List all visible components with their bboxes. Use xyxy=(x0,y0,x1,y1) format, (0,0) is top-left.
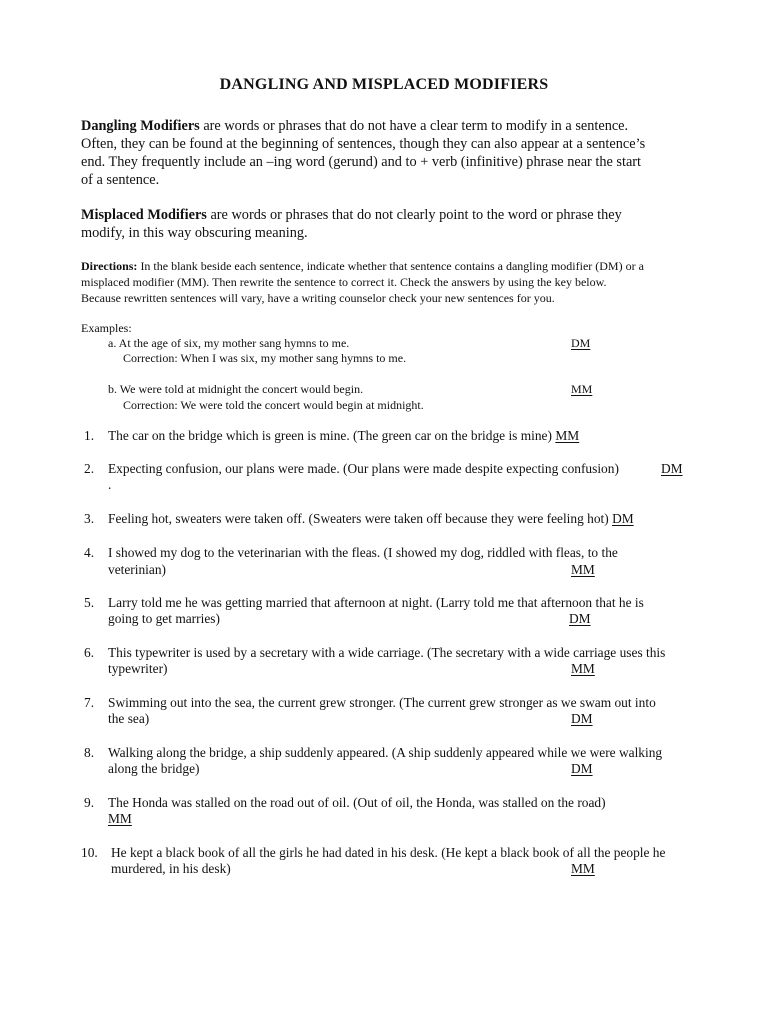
item-text-cont: going to get marries) xyxy=(108,611,220,626)
item-sentence xyxy=(108,511,634,527)
item-number: 9. xyxy=(84,795,95,810)
dangling-definition xyxy=(81,117,645,189)
item-number: 4. xyxy=(84,545,95,560)
example-b-text: b. We were told at midnight the concert would begin. xyxy=(108,382,364,396)
item-number: 5. xyxy=(84,595,95,610)
item-answer: DM xyxy=(612,511,634,526)
item-sentence xyxy=(108,428,579,444)
item-text-cont: . xyxy=(108,477,112,492)
misplaced-term: Misplaced Modifiers xyxy=(81,207,207,223)
item-answer: DM xyxy=(661,461,683,476)
example-b-correction: Correction: We were told the concert would begin at midnight. xyxy=(123,398,424,412)
misplaced-text: are words or phrases that do not clearly point to the word or phrase they modify, in this way obscuring meaning. xyxy=(81,207,622,241)
item-text: Feeling hot, sweaters were taken off. (Sweaters were taken off because they were feeling hot) xyxy=(108,511,613,526)
directions-text: In the blank beside each sentence, indicate whether that sentence contains a dangling modifier (DM) or a misplaced modifier (MM). Then rewrite the sentence to correct it. Check the answers by using the key below. Because rewritten sentences will vary, have a writing counselor check your new sentences for you. xyxy=(81,259,644,305)
item-text: Larry told me he was getting married that afternoon at night. (Larry told me that afternoon that he is xyxy=(108,595,644,610)
dangling-term: Dangling Modifiers xyxy=(81,118,200,134)
item-number: 6. xyxy=(84,645,95,660)
item-number: 2. xyxy=(84,461,95,476)
dangling-text: are words or phrases that do not have a clear term to modify in a sentence. Often, they can be found at the beginning of sentences, though they can also appear at a sentence’s end. They frequently include an –ing word (gerund) and to + verb (infinitive) phrase near the start of a sentence. xyxy=(81,118,646,188)
item-answer: MM xyxy=(108,811,132,826)
example-a-text: a. At the age of six, my mother sang hymns to me. xyxy=(108,336,350,350)
page-title: DANGLING AND MISPLACED MODIFIERS xyxy=(219,76,549,93)
item-text-cont: murdered, in his desk) xyxy=(111,861,231,876)
item-answer: MM xyxy=(571,562,595,577)
item-answer: DM xyxy=(571,711,593,726)
item-number: 8. xyxy=(84,745,95,760)
item-answer: MM xyxy=(571,661,595,676)
item-number: 10. xyxy=(81,845,98,860)
item-text: He kept a black book of all the girls he had dated in his desk. (He kept a black book of all the people he xyxy=(111,845,666,860)
item-text-cont: typewriter) xyxy=(108,661,168,676)
example-a-correction: Correction: When I was six, my mother sang hymns to me. xyxy=(123,351,407,365)
examples-label: Examples: xyxy=(81,321,132,335)
item-text-cont: veterinian) xyxy=(108,562,166,577)
directions-label: Directions: xyxy=(81,259,138,273)
directions xyxy=(81,258,644,306)
item-number: 1. xyxy=(84,428,95,443)
item-answer: DM xyxy=(569,611,591,626)
example-b-answer: MM xyxy=(571,382,593,396)
item-text: The car on the bridge which is green is mine. (The green car on the bridge is mine) xyxy=(108,428,556,443)
item-text: This typewriter is used by a secretary with a wide carriage. (The secretary with a wide carriage uses this xyxy=(108,645,666,660)
item-text: Walking along the bridge, a ship suddenly appeared. (A ship suddenly appeared while we were walking xyxy=(108,745,663,760)
item-text: Expecting confusion, our plans were made. (Our plans were made despite expecting confusion) xyxy=(108,461,619,476)
misplaced-definition xyxy=(81,206,622,242)
item-answer: MM xyxy=(555,428,580,443)
item-number: 3. xyxy=(84,511,95,526)
example-a-answer: DM xyxy=(571,336,591,350)
item-text-cont: along the bridge) xyxy=(108,761,200,776)
item-answer: DM xyxy=(571,761,593,776)
item-text: The Honda was stalled on the road out of oil. (Out of oil, the Honda, was stalled on the road) xyxy=(108,795,606,810)
item-text: I showed my dog to the veterinarian with the fleas. (I showed my dog, riddled with fleas, to the xyxy=(108,545,618,560)
item-text-cont: the sea) xyxy=(108,711,150,726)
item-answer: MM xyxy=(571,861,595,876)
item-number: 7. xyxy=(84,695,95,710)
item-text: Swimming out into the sea, the current grew stronger. (The current grew stronger as we swam out into xyxy=(108,695,656,710)
